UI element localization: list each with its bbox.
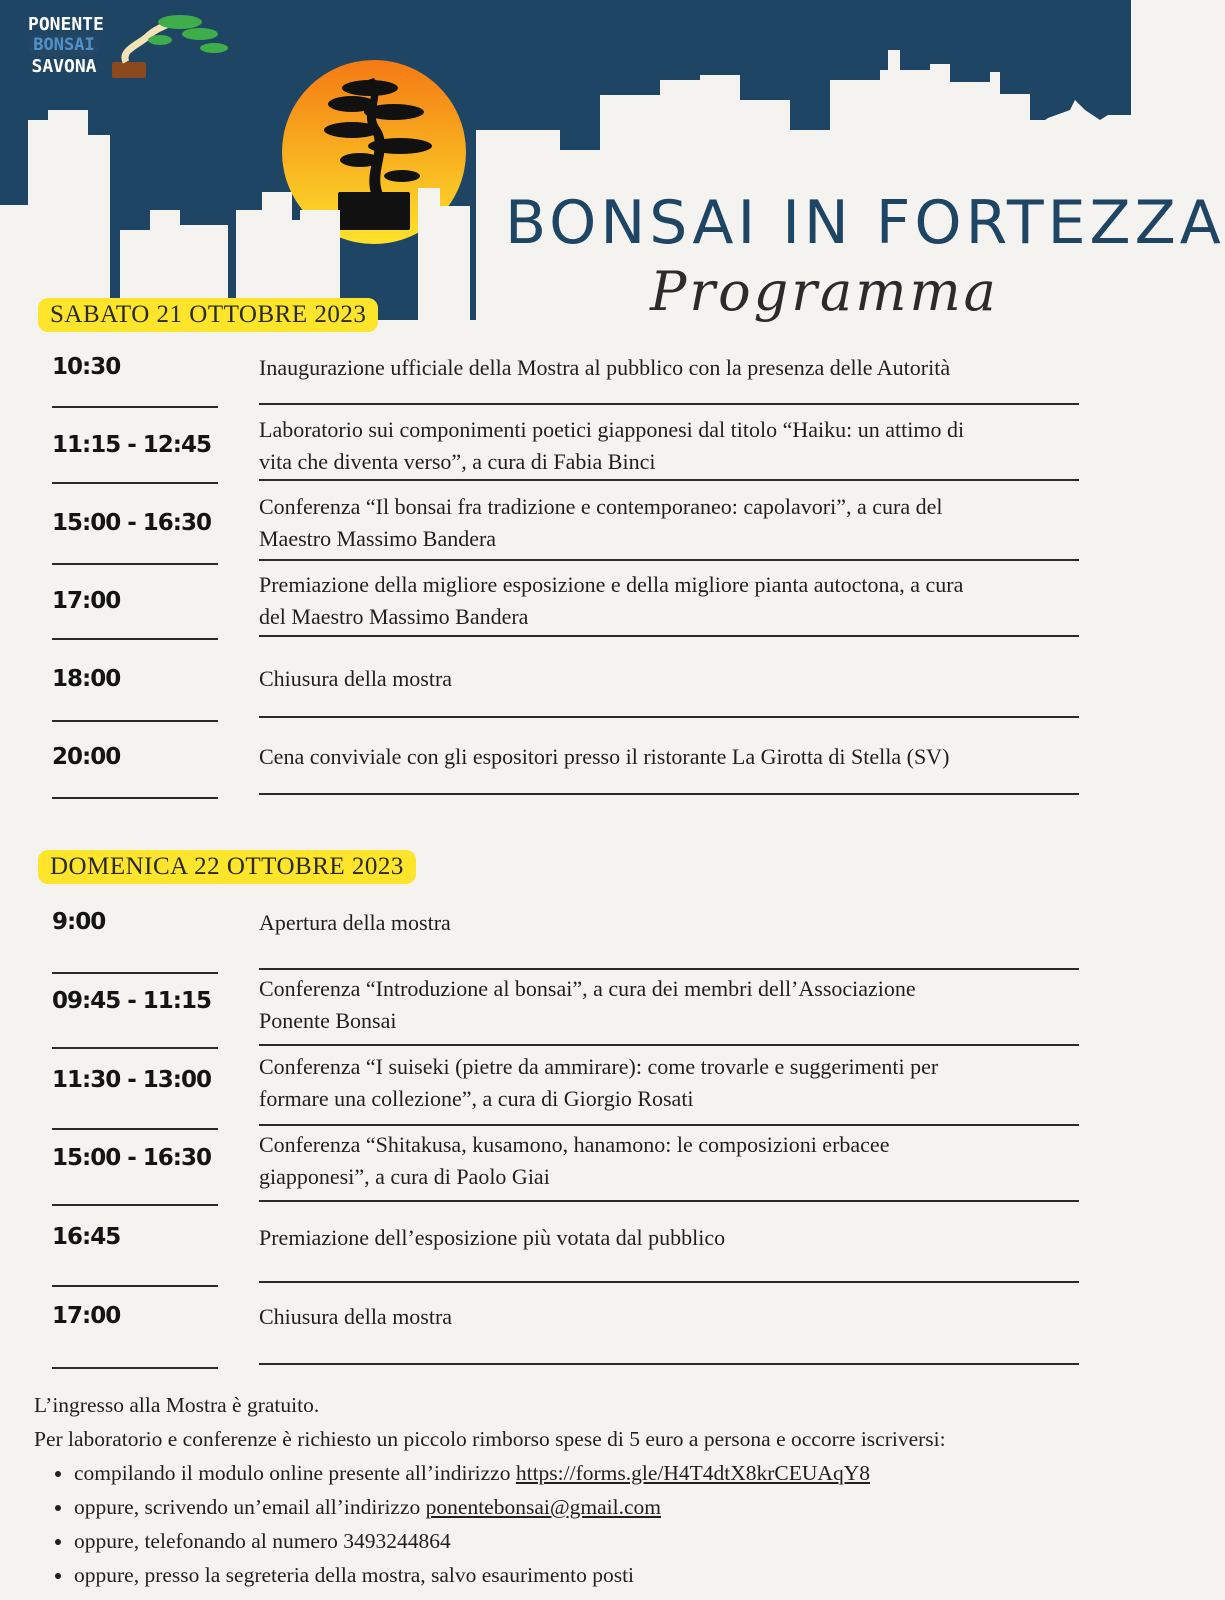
event-description xyxy=(259,907,1079,939)
event-description xyxy=(259,491,1079,555)
event-line: Conferenza “Shitakusa, kusamono, hanamono: le composizioni erbacee xyxy=(259,1132,890,1157)
list-item: • oppure, scrivendo un’email all’indirizzo ponentebonsai@gmail.com xyxy=(74,1490,1114,1524)
event-time: 20:00 xyxy=(52,744,121,770)
list-item: • compilando il modulo online presente all’indirizzo https://forms.gle/H4T4dtX8krCEUAqY8 xyxy=(74,1456,1114,1490)
event-description xyxy=(259,1222,1079,1254)
event-time: 17:00 xyxy=(52,588,121,614)
event-line: Maestro Massimo Bandera xyxy=(259,526,497,551)
page-subtitle: Programma xyxy=(650,260,999,323)
divider xyxy=(52,720,218,722)
divider xyxy=(259,1363,1079,1365)
divider xyxy=(259,479,1079,481)
divider xyxy=(52,1128,218,1130)
divider xyxy=(52,638,218,640)
divider xyxy=(52,406,218,408)
divider xyxy=(52,797,218,799)
event-line: del Maestro Massimo Bandera xyxy=(259,604,529,629)
form-link[interactable]: https://forms.gle/H4T4dtX8krCEUAqY8 xyxy=(515,1461,870,1485)
event-line: Chiusura della mostra xyxy=(259,1304,453,1329)
divider xyxy=(52,1047,218,1049)
event-time: 15:00 - 16:30 xyxy=(52,510,211,536)
event-line: Ponente Bonsai xyxy=(259,1008,397,1033)
event-line: formare una collezione”, a cura di Giorgio Rosati xyxy=(259,1086,694,1111)
event-description xyxy=(259,569,1079,633)
event-line: Premiazione dell’esposizione più votata dal pubblico xyxy=(259,1225,726,1250)
list-item: • oppure, telefonando al numero 3493244864 xyxy=(74,1524,1114,1558)
event-time: 09:45 - 11:15 xyxy=(52,988,211,1014)
divider xyxy=(52,972,218,974)
event-description xyxy=(259,1051,1079,1115)
registration-options xyxy=(34,1456,1114,1592)
event-description xyxy=(259,741,1079,773)
event-time: 18:00 xyxy=(52,666,121,692)
event-description xyxy=(259,414,1079,478)
divider xyxy=(259,635,1079,637)
divider xyxy=(259,1281,1079,1283)
divider xyxy=(52,1285,218,1287)
divider xyxy=(259,559,1079,561)
logo-line-2: BONSAI xyxy=(28,35,100,56)
logo-line-1: PONENTE xyxy=(28,14,104,35)
event-line: Laboratorio sui componimenti poetici giapponesi dal titolo “Haiku: un attimo di xyxy=(259,417,965,442)
day-badge-sunday: DOMENICA 22 OTTOBRE 2023 xyxy=(38,850,416,884)
event-time: 15:00 - 16:30 xyxy=(52,1145,211,1171)
event-time: 11:15 - 12:45 xyxy=(52,432,211,458)
email-link[interactable]: ponentebonsai@gmail.com xyxy=(425,1495,662,1519)
event-line: Premiazione della migliore esposizione e della migliore pianta autoctona, a cura xyxy=(259,572,964,597)
divider xyxy=(259,793,1079,795)
event-description xyxy=(259,352,1079,384)
divider xyxy=(259,1044,1079,1046)
event-line: Chiusura della mostra xyxy=(259,666,453,691)
divider xyxy=(259,968,1079,970)
event-line: Conferenza “Introduzione al bonsai”, a cura dei membri dell’Associazione xyxy=(259,976,916,1001)
divider xyxy=(259,1200,1079,1202)
free-entry-text: L’ingresso alla Mostra è gratuito. xyxy=(34,1393,320,1417)
event-description xyxy=(259,1129,1079,1193)
divider xyxy=(259,716,1079,718)
divider xyxy=(52,482,218,484)
event-description xyxy=(259,663,1079,695)
registration-text: Per laboratorio e conferenze è richiesto un piccolo rimborso spese di 5 euro a persona e occorre iscriversi: xyxy=(34,1427,946,1451)
divider xyxy=(259,403,1079,405)
event-line: Conferenza “I suiseki (pietre da ammirare): come trovarle e suggerimenti per xyxy=(259,1054,939,1079)
event-line: Inaugurazione ufficiale della Mostra al pubblico con la presenza delle Autorità xyxy=(259,355,951,380)
page-title: BONSAI IN FORTEZZA xyxy=(505,188,1225,258)
logo-line-3: SAVONA xyxy=(31,56,97,77)
event-line: giapponesi”, a cura di Paolo Giai xyxy=(259,1164,550,1189)
divider xyxy=(52,1367,218,1369)
event-time: 17:00 xyxy=(52,1303,121,1329)
event-time: 11:30 - 13:00 xyxy=(52,1067,211,1093)
event-line: Conferenza “Il bonsai fra tradizione e contemporaneo: capolavori”, a cura del xyxy=(259,494,943,519)
event-line: vita che diventa verso”, a cura di Fabia Binci xyxy=(259,449,656,474)
event-time: 16:45 xyxy=(52,1224,121,1250)
event-description xyxy=(259,1301,1079,1333)
divider xyxy=(52,1204,218,1206)
divider xyxy=(259,1124,1079,1126)
event-description xyxy=(259,973,1079,1037)
event-line: Cena conviviale con gli espositori presso il ristorante La Girotta di Stella (SV) xyxy=(259,744,950,769)
list-item: • oppure, presso la segreteria della mostra, salvo esaurimento posti xyxy=(74,1558,1114,1592)
event-time: 10:30 xyxy=(52,354,121,380)
ponente-bonsai-logo xyxy=(28,14,104,77)
event-line: Apertura della mostra xyxy=(259,910,451,935)
day-badge-saturday: SABATO 21 OTTOBRE 2023 xyxy=(38,298,378,332)
divider xyxy=(52,563,218,565)
registration-info xyxy=(34,1388,1114,1592)
event-time: 9:00 xyxy=(52,909,106,935)
